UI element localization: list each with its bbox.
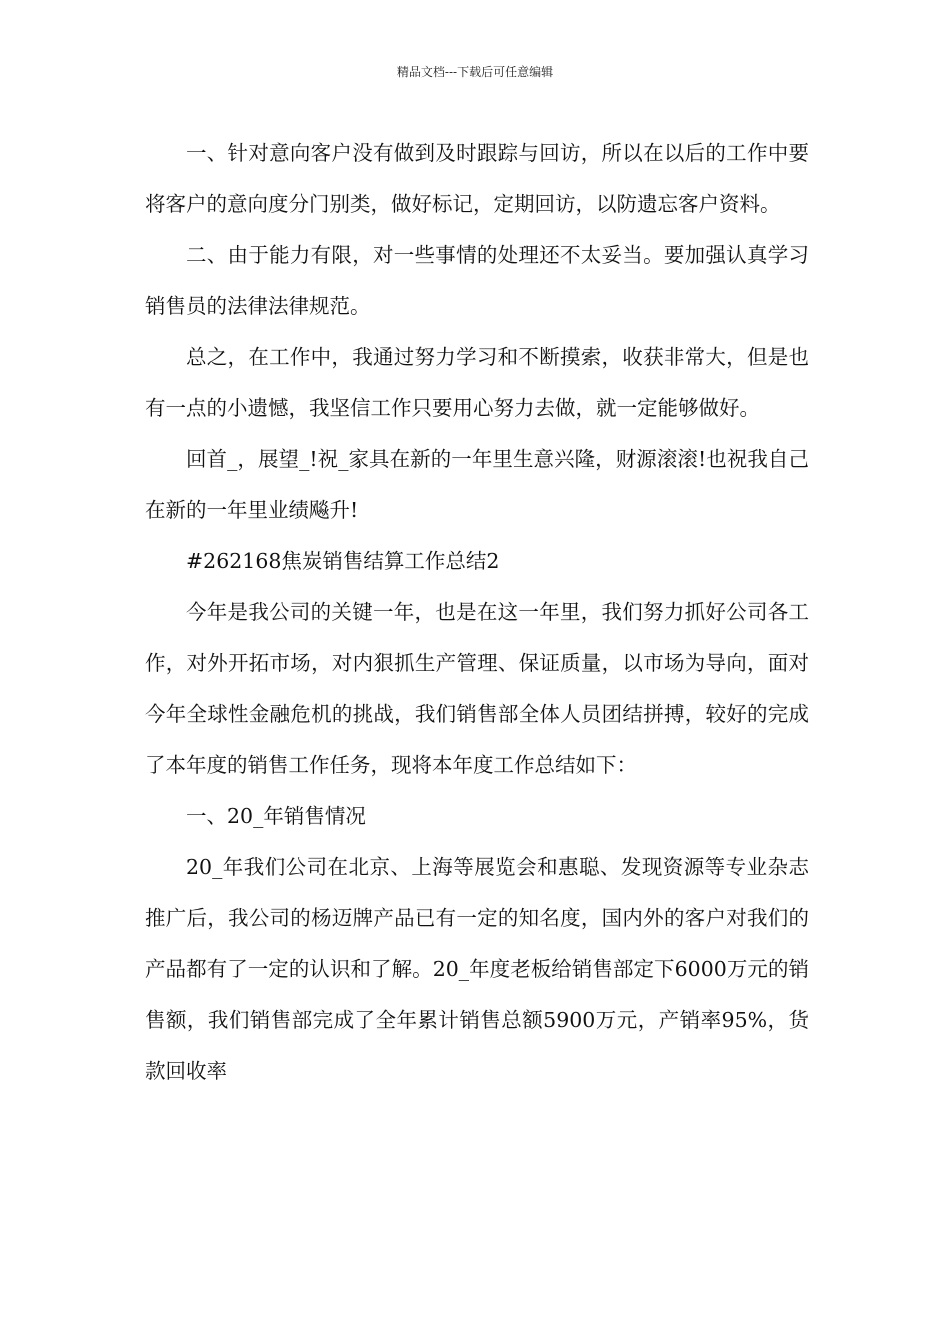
section-heading-sales: 一、20_年销售情况 — [186, 804, 366, 828]
paragraph-sales-detail: 20_年我们公司在北京、上海等展览会和惠聪、发现资源等专业杂志推广后，我公司的杨迈牌产品已有一定的知名度，国内外的客户对我们的产品都有了一定的认识和了解。20_年度老板给销售部定下6000万元的销售额，我们销售部完成了全年累计销售总额5900万元，产销率95%，货款回收率 — [145, 855, 809, 1083]
paragraph-ability-limited: 二、由于能力有限，对一些事情的处理还不太妥当。要加强认真学习销售员的法律法律规范。 — [145, 243, 809, 318]
document-body — [145, 128, 809, 1097]
paragraph-year-intro: 今年是我公司的关键一年，也是在这一年里，我们努力抓好公司各工作，对外开拓市场，对内狠抓生产管理、保证质量，以市场为导向，面对今年全球性金融危机的挑战，我们销售部全体人员团结拼搏，较好的完成了本年度的销售工作任务，现将本年度工作总结如下： — [145, 600, 809, 777]
page-header: 精品文档---下载后可任意编辑 — [396, 65, 554, 79]
paragraph-customer-followup: 一、针对意向客户没有做到及时跟踪与回访，所以在以后的工作中要将客户的意向度分门别类，做好标记，定期回访，以防遗忘客户资料。 — [145, 141, 809, 216]
section-title: #262168焦炭销售结算工作总结2 — [186, 549, 500, 573]
paragraph-outlook: 回首_，展望_!祝_家具在新的一年里生意兴隆，财源滚滚!也祝我自己在新的一年里业绩飚升! — [145, 447, 809, 522]
paragraph-conclusion: 总之，在工作中，我通过努力学习和不断摸索，收获非常大，但是也有一点的小遗憾，我坚信工作只要用心努力去做，就一定能够做好。 — [145, 345, 809, 420]
